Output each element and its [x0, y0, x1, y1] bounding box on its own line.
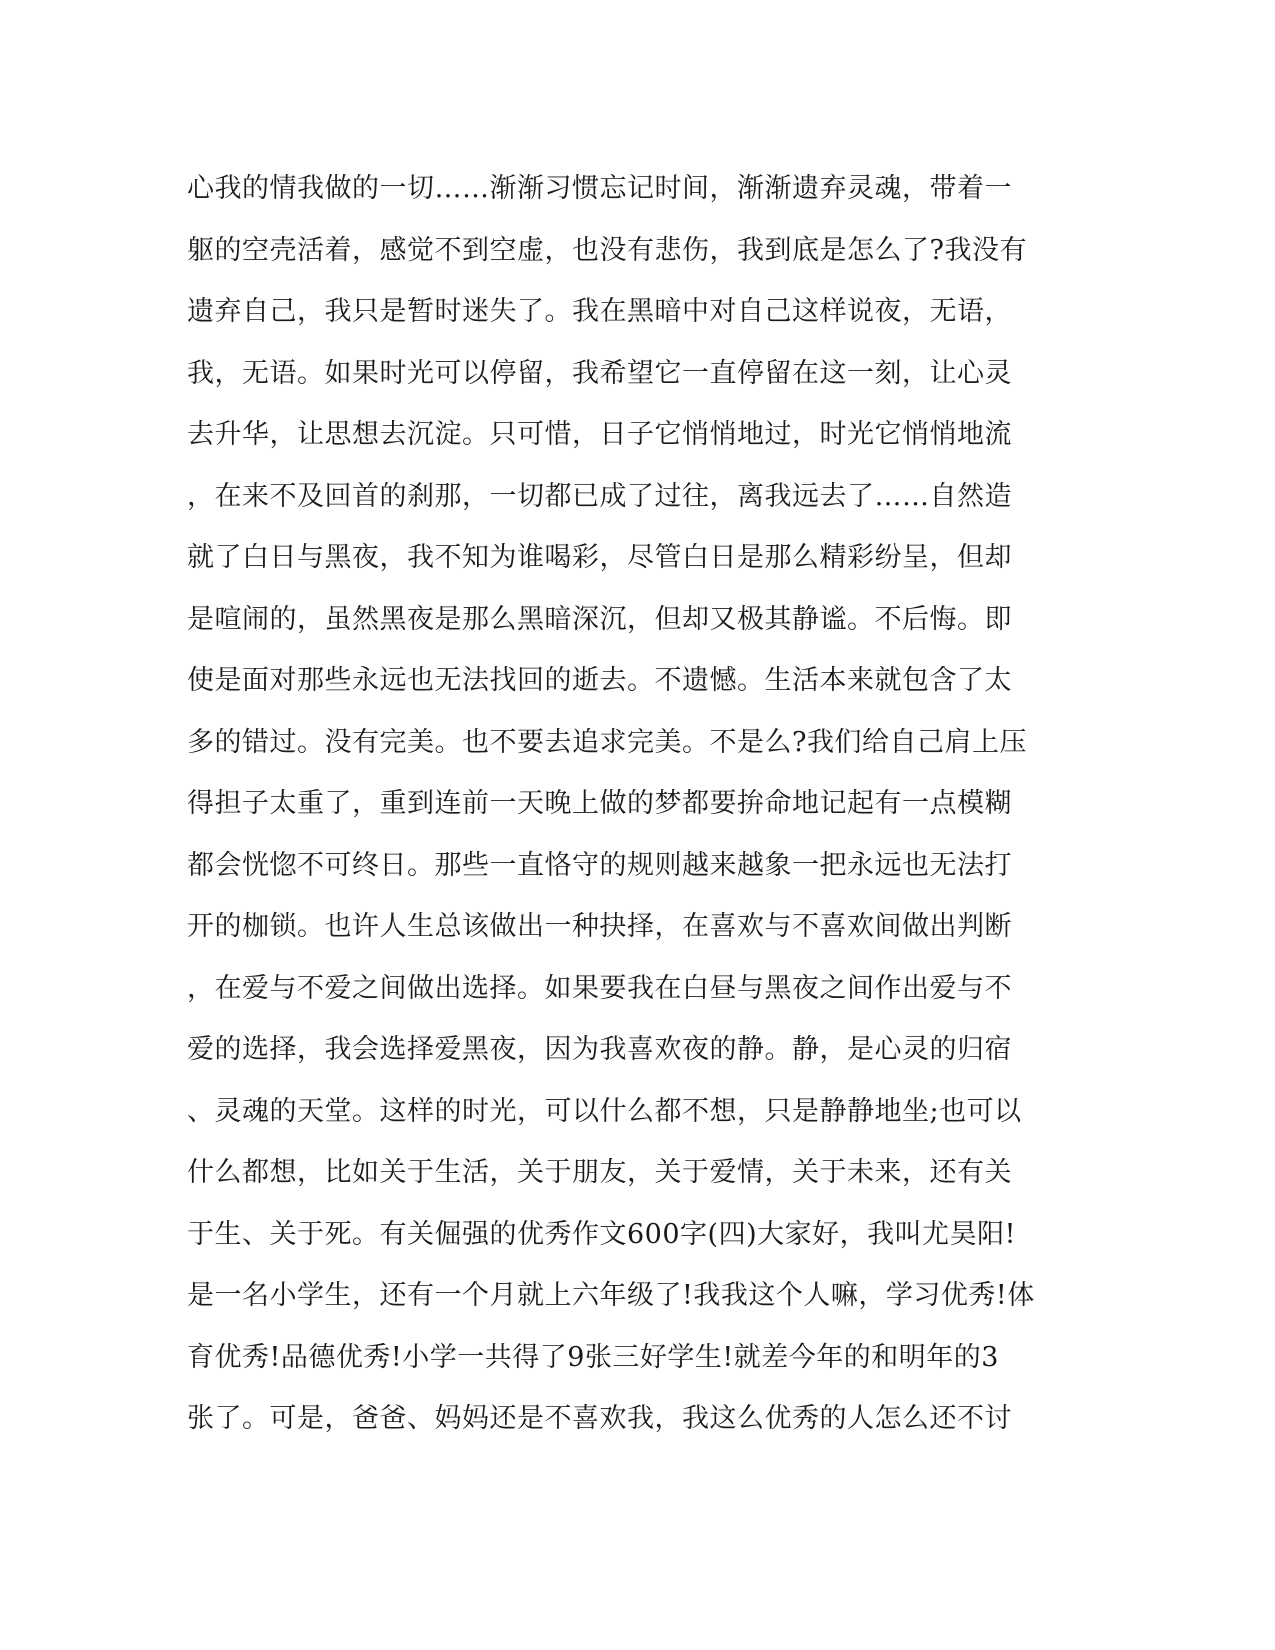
text-line: 我，无语。如果时光可以停留，我希望它一直停留在这一刻，让心灵 [187, 357, 1012, 389]
text-line: 是一名小学生，还有一个月就上六年级了!我我这个人嘛，学习优秀!体 [187, 1280, 1035, 1311]
text-line: 、灵魂的天堂。这样的时光，可以什么都不想，只是静静地坐;也可以 [187, 1095, 1022, 1127]
text-line: 使是面对那些永远也无法找回的逝去。不遗憾。生活本来就包含了太 [187, 665, 1012, 696]
text-line: 开的枷锁。也许人生总该做出一种抉择，在喜欢与不喜欢间做出判断 [187, 911, 1012, 942]
body-text [187, 158, 1087, 1450]
text-line: 爱的选择，我会选择爱黑夜，因为我喜欢夜的静。静，是心灵的归宿 [187, 1034, 1012, 1065]
text-line: 多的错过。没有完美。也不要去追求完美。不是么?我们给自己肩上压 [187, 726, 1027, 758]
text-line: 育优秀!品德优秀!小学一共得了9张三好学生!就差今年的和明年的3 [187, 1341, 999, 1373]
text-line: ，在来不及回首的刹那，一切都已成了过往，离我远去了……自然造 [187, 480, 1012, 512]
text-line: 得担子太重了，重到连前一天晚上做的梦都要拚命地记起有一点模糊 [187, 788, 1012, 819]
text-line: 张了。可是，爸爸、妈妈还是不喜欢我，我这么优秀的人怎么还不讨 [187, 1403, 1012, 1434]
text-line: 心我的情我做的一切……渐渐习惯忘记时间，渐渐遗弃灵魂，带着一 [187, 173, 1012, 204]
text-line: 都会恍惚不可终日。那些一直恪守的规则越来越象一把永远也无法打 [187, 849, 1012, 881]
text-line: 什么都想，比如关于生活，关于朋友，关于爱情，关于未来，还有关 [187, 1157, 1012, 1188]
text-line: 就了白日与黑夜，我不知为谁喝彩，尽管白日是那么精彩纷呈，但却 [187, 542, 1012, 573]
text-line: 躯的空壳活着，感觉不到空虚，也没有悲伤，我到底是怎么了?我没有 [187, 234, 1027, 266]
text-line: 去升华，让思想去沉淀。只可惜，日子它悄悄地过，时光它悄悄地流 [187, 419, 1012, 450]
text-line: 是喧闹的，虽然黑夜是那么黑暗深沉，但却又极其静谧。不后悔。即 [187, 603, 1012, 635]
text-line: 于生、关于死。有关倔强的优秀作文600字(四)大家好，我叫尤昊阳! [187, 1218, 1016, 1250]
text-line: ，在爱与不爱之间做出选择。如果要我在白昼与黑夜之间作出爱与不 [187, 972, 1012, 1004]
text-line: 遗弃自己，我只是暂时迷失了。我在黑暗中对自己这样说夜，无语， [187, 296, 1012, 327]
